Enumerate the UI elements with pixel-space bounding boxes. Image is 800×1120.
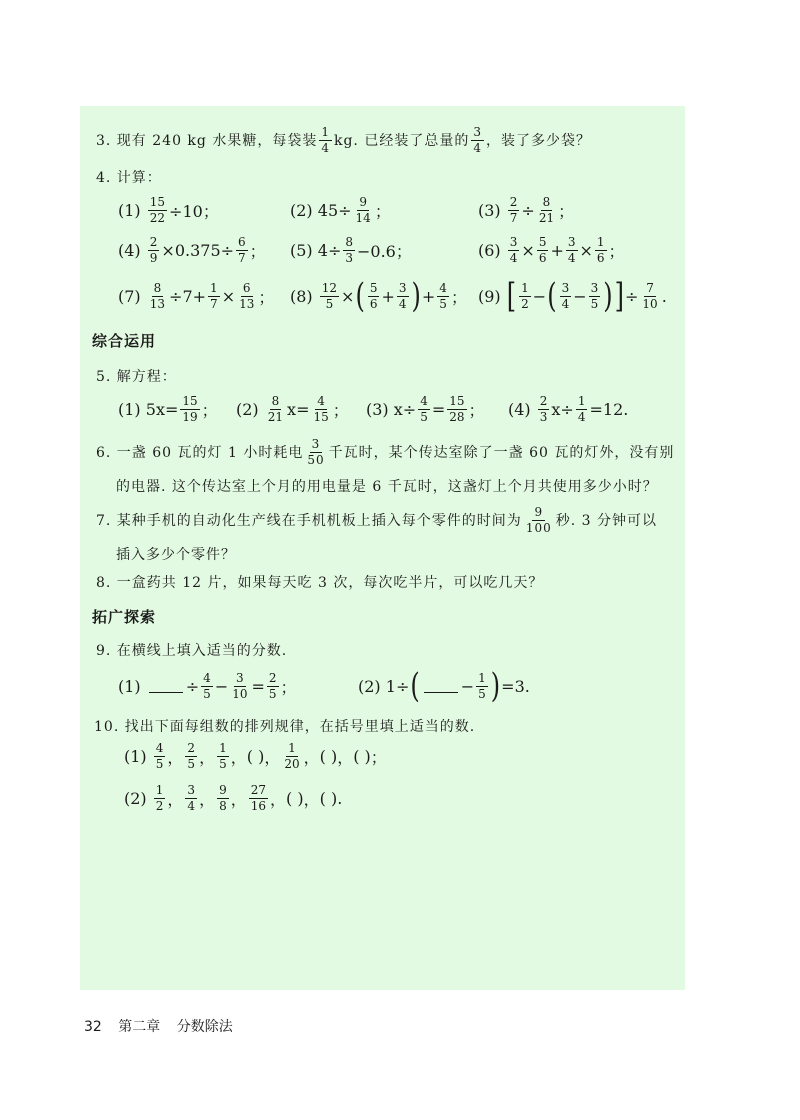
answer-bracket[interactable]: ( ) — [319, 746, 338, 766]
fraction: $\frac{6}{13}$ — [239, 280, 255, 311]
fraction: $\frac{1}{7}$ — [210, 280, 218, 311]
fraction: $\frac{4}{5}$ — [420, 393, 428, 424]
answer-blank[interactable] — [424, 680, 458, 693]
fraction: $\frac{3}{4}$ — [398, 280, 407, 311]
fraction: $\frac{6}{7}$ — [238, 234, 246, 265]
question-4-title: 4. 计算： — [96, 170, 162, 186]
question-7-line2: 插入多少个零件？ — [116, 547, 236, 563]
fraction: $\frac{1}{6}$ — [596, 234, 605, 265]
fraction: $\frac{3}{4}$ — [567, 234, 576, 265]
question-8: 8. 一盒药共 12 片，如果每天吃 3 次，每次吃半片，可以吃几天？ — [96, 575, 544, 591]
fraction: $\frac{15}{22}$ — [149, 194, 166, 225]
fraction: $\frac{1}{2}$ — [521, 280, 529, 311]
q4-part-7: (7) $\frac{8}{13}$ ÷7+ $\frac{1}{7}$ × $\frac{6}{13}$ ； — [118, 280, 275, 311]
fraction: $\frac{12}{5}$ — [321, 280, 338, 311]
fraction: $\frac{2}{5}$ — [187, 740, 196, 771]
left-paren: ( — [355, 276, 365, 316]
fraction: $\frac{3}{50}$ — [307, 436, 325, 467]
fraction: $\frac{8}{21}$ — [538, 194, 555, 225]
page-number: 32 — [84, 1019, 102, 1035]
left-paren: ( — [547, 276, 557, 316]
fraction: $\frac{1}{20}$ — [284, 740, 300, 771]
fraction: $\frac{5}{6}$ — [369, 280, 378, 311]
answer-bracket[interactable]: ( ) — [246, 746, 265, 766]
right-paren: ) — [603, 276, 613, 316]
answer-blank[interactable] — [149, 680, 183, 693]
chapter-title: 分数除法 — [176, 1019, 233, 1035]
q4-part-9: (9) [ $\frac{1}{2}$ − ( $\frac{3}{4}$ − $\frac{3}{5}$ ) ] ÷ $\frac{7}{10}$ . — [478, 276, 667, 316]
question-6-line2: 的电器. 这个传达室上个月的用电量是 6 千瓦时，这盏灯上个月共使用多少小时？ — [116, 479, 658, 495]
q3-text: kg. 已经装了总量的 — [333, 133, 470, 149]
fraction: $\frac{8}{21}$ — [267, 393, 284, 424]
question-10-title: 10. 找出下面每组数的排列规律，在括号里填上适当的数. — [94, 719, 476, 735]
fraction: $\frac{1}{5}$ — [478, 670, 486, 701]
q4-part-1: (1) $\frac{15}{22}$ ÷10； — [118, 194, 219, 225]
question-3 — [96, 120, 591, 160]
fraction: $\frac{1}{4}$ — [321, 124, 330, 155]
answer-bracket[interactable]: ( ) — [286, 788, 304, 808]
fraction: $\frac{9}{100}$ — [525, 504, 552, 535]
fraction: $\frac{1}{2}$ — [155, 782, 164, 813]
fraction: $\frac{8}{3}$ — [345, 234, 353, 265]
section-heading-explore: 拓广探索 — [92, 608, 157, 626]
fraction: $\frac{1}{5}$ — [219, 740, 227, 771]
q4-part-3: (3) $\frac{2}{7}$ ÷ $\frac{8}{21}$ ； — [478, 194, 575, 225]
question-9-title: 9. 在横线上填入适当的分数. — [96, 643, 288, 659]
question-5-title: 5. 解方程： — [96, 369, 177, 385]
q4-part-8: (8) $\frac{12}{5}$ × ( $\frac{5}{6}$ + $\frac{3}{4}$ ) + $\frac{4}{5}$ ； — [290, 276, 467, 316]
fraction: $\frac{7}{10}$ — [642, 280, 658, 311]
page-footer — [84, 1016, 245, 1036]
fraction: $\frac{3}{4}$ — [509, 234, 518, 265]
fraction: $\frac{3}{5}$ — [590, 280, 599, 311]
fraction: $\frac{4}{5}$ — [439, 280, 447, 311]
q5-part-1: (1) 5x= $\frac{15}{19}$ ； — [118, 393, 218, 424]
right-paren: ) — [490, 666, 501, 706]
fraction: $\frac{4}{15}$ — [313, 393, 329, 424]
question-6: 6. 一盏 60 瓦的灯 1 小时耗电 $\frac{3}{50}$ 千瓦时，某个传达室除了一盏 60 瓦的灯外，没有别 — [96, 436, 675, 467]
q9-part-2: (2) 1÷ ( − $\frac{1}{5}$ ) =3. — [358, 666, 530, 706]
chapter-label: 第二章 — [118, 1019, 161, 1035]
fraction: $\frac{3}{10}$ — [232, 670, 248, 701]
q3-text: ，装了多少袋？ — [485, 133, 591, 149]
fraction: $\frac{8}{13}$ — [149, 280, 166, 311]
q5-part-4: (4) $\frac{2}{3}$ x÷ $\frac{1}{4}$ =12. — [508, 393, 629, 424]
q5-part-2: (2) $\frac{8}{21}$ x= $\frac{4}{15}$ ； — [236, 393, 349, 424]
fraction: $\frac{4}{5}$ — [155, 740, 164, 771]
fraction: $\frac{4}{5}$ — [203, 670, 211, 701]
left-paren: ( — [410, 666, 420, 706]
fraction: $\frac{3}{4}$ — [187, 782, 196, 813]
fraction: $\frac{27}{16}$ — [250, 782, 267, 813]
right-bracket: ] — [614, 276, 624, 316]
answer-bracket[interactable]: ( ) — [319, 788, 338, 808]
section-heading-apply: 综合运用 — [92, 332, 157, 350]
fraction: $\frac{3}{4}$ — [561, 280, 570, 311]
left-bracket: [ — [506, 276, 517, 316]
q5-part-3: (3) x÷ $\frac{4}{5}$ = $\frac{15}{28}$ ； — [366, 393, 485, 424]
q4-part-2: (2) 45÷ $\frac{9}{14}$ ； — [290, 194, 391, 225]
fraction: $\frac{5}{6}$ — [538, 234, 547, 265]
fraction: $\frac{2}{5}$ — [268, 670, 277, 701]
q9-part-1: (1) ÷ $\frac{4}{5}$ − $\frac{3}{10}$ = $\frac{2}{5}$ ； — [118, 670, 297, 701]
q3-text: 3. 现有 240 kg 水果糖，每袋装 — [96, 133, 318, 149]
q10-part-2: (2) $\frac{1}{2}$ ， $\frac{3}{4}$ ， $\frac{9}{8}$ ， $\frac{27}{16}$ ， ( ) ， ( ) . — [124, 782, 343, 813]
fraction: $\frac{2}{7}$ — [509, 194, 518, 225]
fraction: $\frac{9}{14}$ — [355, 194, 371, 225]
fraction: $\frac{2}{9}$ — [149, 234, 158, 265]
q4-part-6: (6) $\frac{3}{4}$ × $\frac{5}{6}$ + $\frac{3}{4}$ × $\frac{1}{6}$ ； — [478, 234, 625, 265]
answer-bracket[interactable]: ( ) — [353, 746, 371, 766]
q4-part-5: (5) 4÷ $\frac{8}{3}$ −0.6； — [290, 234, 412, 265]
fraction: $\frac{2}{3}$ — [539, 393, 548, 424]
right-paren: ) — [411, 276, 421, 316]
fraction: $\frac{15}{19}$ — [182, 393, 198, 424]
q4-part-4: (4) $\frac{2}{9}$ ×0.375÷ $\frac{6}{7}$ ； — [118, 234, 266, 265]
question-7: 7. 某种手机的自动化生产线在手机机板上插入每个零件的时间为 $\frac{9}{100}$ 秒. 3 分钟可以 — [96, 504, 657, 535]
fraction: $\frac{15}{28}$ — [449, 393, 465, 424]
fraction: $\frac{3}{4}$ — [473, 124, 482, 155]
fraction: $\frac{9}{8}$ — [219, 782, 227, 813]
fraction: $\frac{1}{4}$ — [577, 393, 586, 424]
q10-part-1: (1) $\frac{4}{5}$ ， $\frac{2}{5}$ ， $\frac{1}{5}$ ， ( ) ， $\frac{1}{20}$ ， ( ) ， ( ) ； — [124, 740, 387, 771]
